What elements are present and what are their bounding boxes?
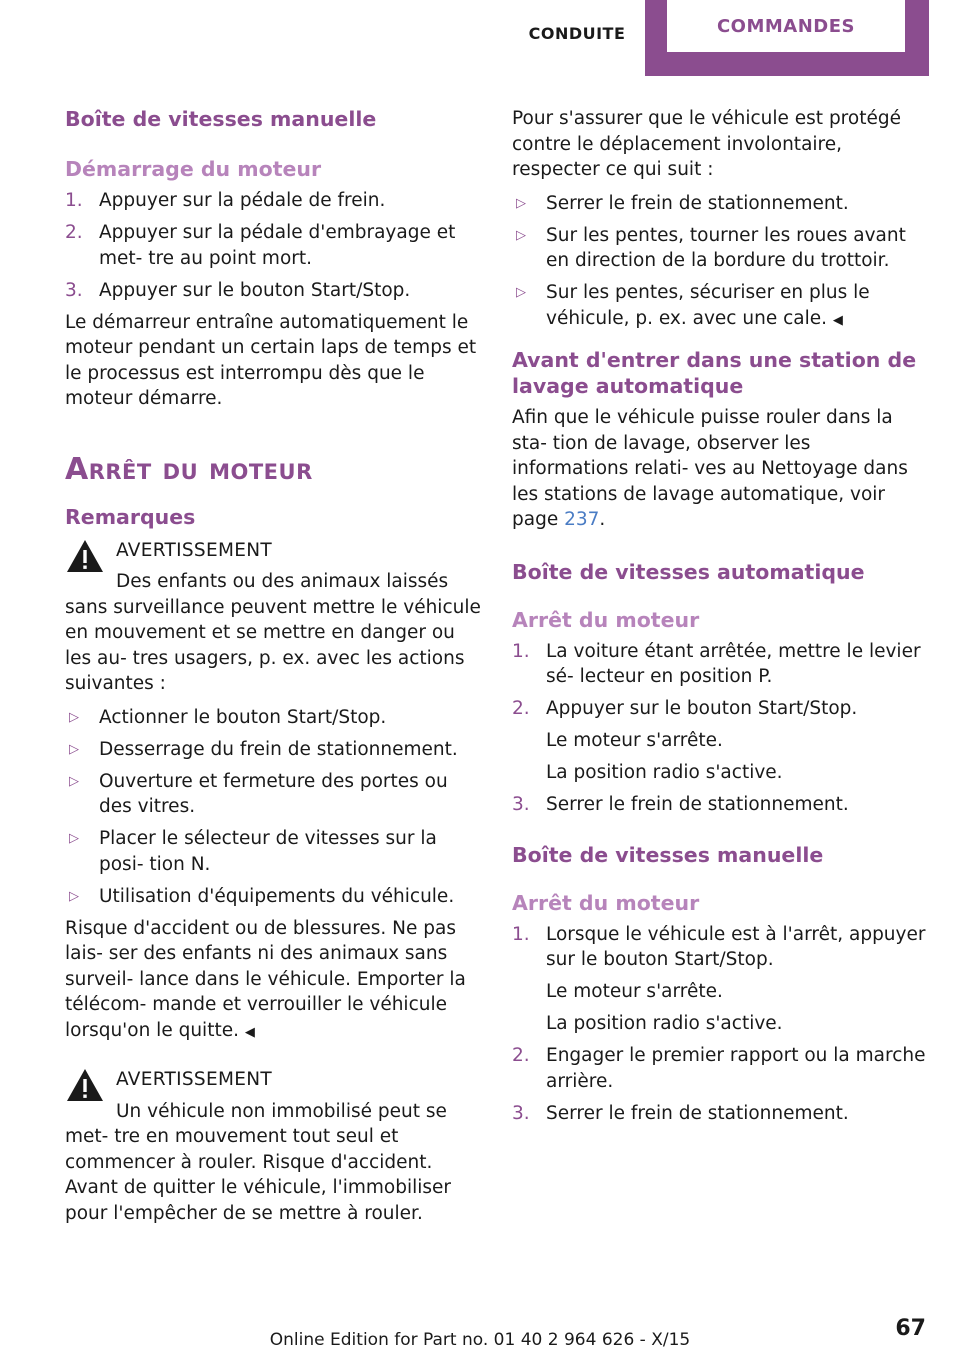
bullet-text: Serrer le frein de stationnement. [546,192,849,214]
heading-manual-gearbox-right: Boîte de vitesses manuelle [512,842,824,867]
list-item [512,922,926,1037]
bullet-triangle-icon: ▷ [516,285,526,300]
step-number: 3. [512,794,530,815]
list-item [512,1101,926,1127]
step-text: Lorsque le véhicule est à l'arrêt, appuyer sur le bouton Start/Stop. [546,923,926,970]
bullet-triangle-icon: ▷ [69,831,79,846]
car-wash-text: Afin que le véhicule puisse rouler dans la sta‐ tion de lavage, observer les informations relati‐ ves au Nettoyage dans les stations de lavage automatique, voir page [512,407,908,530]
heading-automatic-gearbox: Boîte de vitesses automatique [512,559,865,584]
tab-commandes[interactable] [645,0,929,76]
step-text: Serrer le frein de stationnement. [546,1102,849,1124]
step-number: 3. [65,279,83,301]
list-item [65,884,485,910]
warning-closing [65,916,485,1046]
step-text: Appuyer sur la pédale de frein. [99,190,386,211]
heading-engine-stop-text: Arrêt du moteur [65,451,313,487]
list-item [512,639,926,690]
bullet-triangle-icon: ▷ [69,709,79,725]
tab-conduite[interactable]: CONDUITE [528,23,626,43]
heading-manual-gearbox: Boîte de vitesses manuelle [65,107,377,131]
list-item [65,769,485,820]
auto-stop-steps-list [512,639,926,818]
step-number: 2. [512,1045,530,1066]
warning-triangle-icon [65,538,105,574]
warning-closing-text: Risque d'accident ou de blessures. Ne pas lais‐ ser des enfants ni des animaux sans surveil‐ lance dans le véhicule. Emporter la télécom‐ mande et verrouiller le véhicule lorsqu'on le quitte. [65,917,466,1041]
bullet-triangle-icon: ▷ [69,741,79,757]
warning-title: AVERTISSEMENT [116,1069,272,1090]
list-item [65,188,485,214]
page-number: 67 [895,1316,926,1341]
step-number: 1. [65,190,83,211]
bullet-text: Sur les pentes, sécuriser en plus le véhicule, p. ex. avec une cale. [546,282,870,329]
warning-body: Des enfants ou des animaux laissés sans surveillance peuvent mettre le véhicule en mouvement et se mettre en danger ou les au‐ tres usagers, p. ex. avec les actions suivantes : [65,571,481,694]
step-subtext: Le moteur s'arrête. [546,730,723,751]
list-item [512,223,926,274]
heading-engine-start: Démarrage du moteur [65,157,322,181]
step-text: La voiture étant arrêtée, mettre le levier sé‐ lecteur en position P. [546,640,921,687]
bullet-triangle-icon: ▷ [69,773,79,789]
warning-block [65,538,485,1046]
list-item [65,278,485,304]
list-item [512,696,926,786]
footer-edition: Online Edition for Part no. 01 40 2 964 626 - X/15 [269,1330,691,1350]
step-subtext: La position radio s'active. [546,762,783,783]
step-text: Appuyer sur le bouton Start/Stop. [546,698,858,719]
bullet-text: Ouverture et fermeture des portes ou des vitres. [99,770,448,817]
step-number: 1. [512,923,530,945]
page-link[interactable]: 237 [564,509,600,530]
warning-body: Un véhicule non immobilisé peut se met‐ tre en mouvement tout seul et commencer à rouler. Risque d'accident. Avant de quitter le véhicule, l'immobiliser pour l'empêcher de se mettre à rouler. [65,1100,451,1224]
heading-auto-engine-stop: Arrêt du moteur [512,607,700,632]
list-item [512,792,926,818]
heading-manual-engine-stop: Arrêt du moteur [512,890,700,915]
list-item [512,280,926,333]
step-number: 1. [512,640,530,662]
tab-commandes-label: COMMANDES [667,0,905,52]
bullet-text: Utilisation d'équipements du véhicule. [99,885,455,907]
start-steps-list [65,188,485,303]
left-column [65,106,485,1226]
step-subtext: La position radio s'active. [546,1013,783,1034]
car-wash-period: . [599,509,606,530]
intro-paragraph: Pour s'assurer que le véhicule est protégé contre le déplacement involontaire, respecter ce qui suit : [512,108,901,180]
bullet-text: Actionner le bouton Start/Stop. [99,706,387,728]
heading-car-wash: Avant d'entrer dans une station de lavage automatique [512,348,917,398]
step-text: Serrer le frein de stationnement. [546,794,849,815]
warning-title: AVERTISSEMENT [116,539,272,561]
car-wash-paragraph [512,405,926,533]
list-item [65,737,485,763]
warning-bullet-list [65,705,485,910]
end-mark-icon: ◀ [832,312,843,328]
bullet-text: Placer le sélecteur de vitesses sur la posi‐ tion N. [99,828,437,875]
step-text: Engager le premier rapport ou la marche arrière. [546,1045,926,1092]
intro-bullet-list [512,191,926,334]
bullet-triangle-icon: ▷ [516,195,526,211]
list-item [65,705,485,731]
bullet-text: Desserrage du frein de stationnement. [99,738,458,760]
right-column [512,106,926,1133]
chapter-tabs [510,0,930,78]
heading-remarks: Remarques [65,504,196,529]
end-mark-icon: ◀ [244,1024,255,1040]
step-number: 2. [512,698,530,719]
warning-block [65,1067,485,1226]
step-number: 3. [512,1102,530,1124]
bullet-triangle-icon: ▷ [516,227,526,243]
list-item [65,220,485,271]
step-text: Appuyer sur la pédale d'embrayage et met‐ tre au point mort. [99,222,456,269]
heading-engine-stop [65,452,485,488]
step-number: 2. [65,222,83,243]
bullet-text: Sur les pentes, tourner les roues avant en direction de la bordure du trottoir. [546,224,906,271]
step-subtext: Le moteur s'arrête. [546,981,723,1002]
list-item [512,1043,926,1094]
manual-stop-steps-list [512,922,926,1127]
warning-triangle-icon [65,1067,105,1103]
list-item [65,826,485,877]
list-item [512,191,926,217]
start-paragraph: Le démarreur entraîne automatiquement le moteur pendant un certain laps de temps et le processus est interrompu dès que le moteur démarre. [65,311,477,409]
bullet-triangle-icon: ▷ [69,888,79,904]
step-text: Appuyer sur le bouton Start/Stop. [99,279,411,301]
